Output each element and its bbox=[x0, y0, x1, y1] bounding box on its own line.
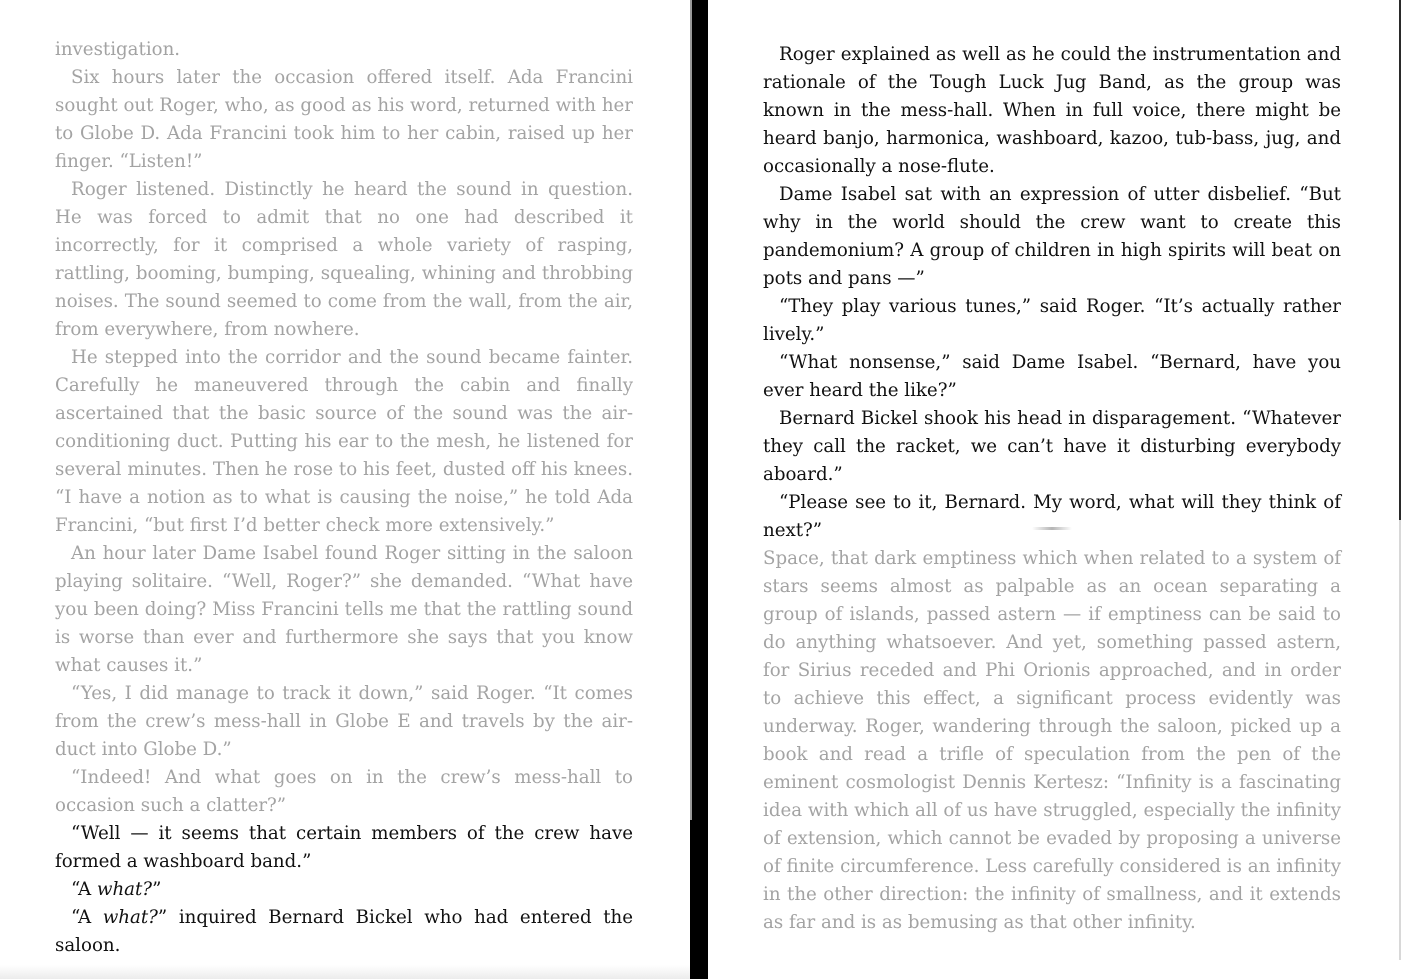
paragraph: Six hours later the occasion offered itself. Ada Francini sought out Roger, who, as good as his word, returned with her to Globe D. Ada Francini took him to her cabin, raised up her finger. “Listen!” bbox=[55, 67, 633, 172]
page-divider-edge bbox=[690, 0, 692, 820]
paragraph: Dame Isabel sat with an expression of utter disbelief. “But why in the world should the crew want to create this pandemonium? A group of children in high spirits will beat on pots and pans —” bbox=[763, 184, 1341, 289]
text-run: “A bbox=[71, 907, 103, 928]
right-page-text bbox=[763, 41, 1341, 545]
left-page-text bbox=[55, 36, 633, 960]
page-divider bbox=[690, 0, 708, 979]
paragraph: “Please see to it, Bernard. My word, what will they think of next?” bbox=[763, 492, 1341, 541]
right-page-section-text bbox=[763, 545, 1341, 937]
paragraph-a-what-inquired bbox=[55, 904, 633, 960]
paragraph-a-what bbox=[55, 876, 633, 904]
paragraph: “What nonsense,” said Dame Isabel. “Bernard, have you ever heard the like?” bbox=[763, 352, 1341, 401]
paragraph: He stepped into the corridor and the sound became fainter. Carefully he maneuvered through the cabin and finally ascertained that the basic source of the sound was the air-conditioning duct. Putting his ear to the mesh, he listened for several minutes. Then he rose to his feet, dusted off his knees. “I have a notion as to what is causing the noise,” he told Ada Francini, “but first I’d better check more extensively.” bbox=[55, 347, 633, 536]
paragraph: Roger explained as well as he could the instrumentation and rationale of the Tough Luck Jug Band, as the group was known in the mess-hall. When in full voice, there might be heard banjo, harmonica, washboard, kazoo, tub-bass, jug, and occasionally a nose-flute. bbox=[763, 44, 1341, 177]
paragraph: Space, that dark emptiness which when related to a system of stars seems almost as palpable as an ocean separating a group of islands, passed astern — if emptiness can be said to do anything whatsoever. And yet, something passed astern, for Sirius receded and Phi Orionis approached, and in order to achieve this effect, a significant process evidently was underway. Roger, wandering through the saloon, picked up a book and read a trifle of speculation from the pen of the eminent cosmologist Dennis Kertesz: “Infinity is a fascinating idea with which all of us have struggled, especially the infinity of extension, which cannot be evaded by proposing a universe of finite circumference. Less carefully considered is an infinity in the other direction: the infinity of smallness, and it extends as far and is as bemusing as that other infinity. bbox=[763, 548, 1341, 933]
page-bottom-shadow bbox=[0, 965, 690, 979]
paragraph: “Yes, I did manage to track it down,” said Roger. “It comes from the crew’s mess-hall in Globe E and travels by the air-duct into Globe D.” bbox=[55, 683, 633, 760]
paragraph: An hour later Dame Isabel found Roger sitting in the saloon playing solitaire. “Well, Roger?” she demanded. “What have you been doing? Miss Francini tells me that the rattling sound is worse than ever and furthermore she says that you know what causes it.” bbox=[55, 543, 633, 676]
italic-text: what? bbox=[102, 907, 158, 928]
section-break bbox=[1032, 527, 1072, 530]
paragraph-highlighted: “Well — it seems that certain members of the crew have formed a washboard band.” bbox=[55, 823, 633, 872]
text-run: ” inquired Bernard Bickel who had entered the saloon. bbox=[55, 907, 634, 956]
paragraph: investigation. bbox=[55, 39, 181, 60]
text-run: “A bbox=[71, 879, 97, 900]
paragraph: “Indeed! And what goes on in the crew’s mess-hall to occasion such a clatter?” bbox=[55, 767, 633, 816]
text-run: ” bbox=[152, 879, 162, 900]
paragraph: Roger listened. Distinctly he heard the sound in question. He was forced to admit that no one had described it incorrectly, for it comprised a whole variety of rasping, rattling, booming, bumping, squealing, whining and throbbing noises. The sound seemed to come from the wall, from the air, from everywhere, from nowhere. bbox=[55, 179, 633, 340]
paragraph: Bernard Bickel shook his head in disparagement. “Whatever they call the racket, we can’t have it disturbing everybody aboard.” bbox=[763, 408, 1341, 485]
paragraph: “They play various tunes,” said Roger. “It’s actually rather lively.” bbox=[763, 296, 1341, 345]
italic-text: what? bbox=[96, 879, 153, 900]
